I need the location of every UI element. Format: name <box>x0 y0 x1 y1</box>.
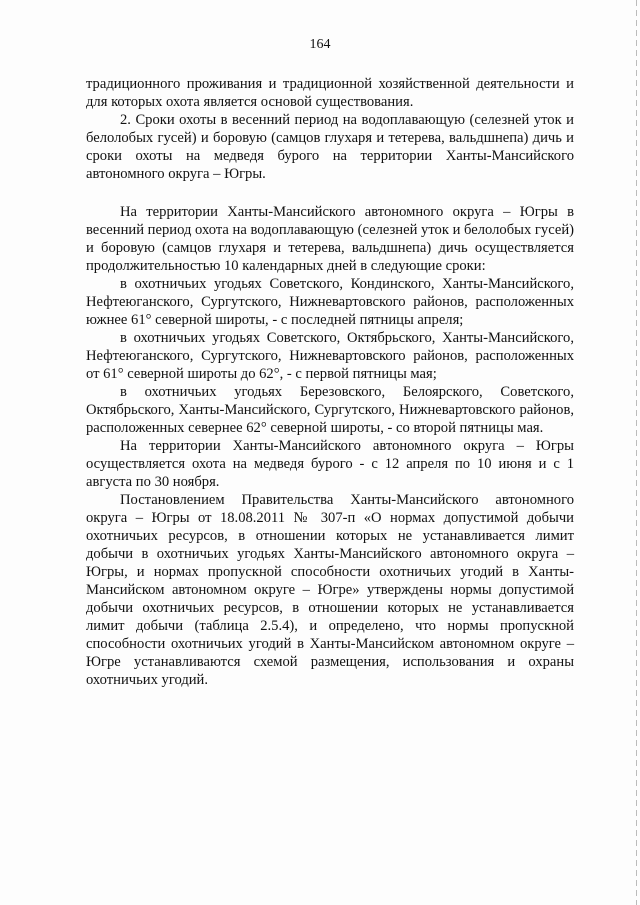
page-number: 164 <box>309 37 331 52</box>
paragraph-south-61: в охотничьих угодьях Советского, Кондинского, Ханты-Мансийского, Нефтеюганского, Сургутского, Нижневартовского районов, расположенных южнее 61° северной широты, - с последней пятницы апреля; <box>86 276 574 328</box>
paragraph-bear-hunting: На территории Ханты-Мансийского автономного округа – Югры осуществляется охота на медведя бурого - с 12 апреля по 10 июня и с 1 августа по 30 ноября. <box>86 438 574 490</box>
paragraph-spring-hunting: На территории Ханты-Мансийского автономного округа – Югры в весенний период охота на водоплавающую (селезней уток и белолобых гусей) и боровую (самцов глухаря и тетерева, вальдшнепа) дичь осуществляется продолжительностью 10 календарных дней в следующие сроки: <box>86 204 574 274</box>
paragraph-section-heading: 2. Сроки охоты в весенний период на водоплавающую (селезней уток и белолобых гусей) и боровую (самцов глухаря и тетерева, вальдшнепа) дичь и сроки охоты на медведя бурого на территории Ханты-Мансийского автономного округа – Югры. <box>86 112 574 182</box>
paragraph-gap <box>86 183 574 203</box>
paragraph-north-62: в охотничьих угодьях Березовского, Белоярского, Советского, Октябрьского, Ханты-Мансийского, Сургутского, Нижневартовского районов, расположенных севернее 62° северной широты, - со второй пятницы мая. <box>86 384 574 436</box>
document-body <box>86 75 574 689</box>
paragraph-continuation: традиционного проживания и традиционной хозяйственной деятельности и для которых охота является основой существования. <box>86 76 574 110</box>
page-edge-decoration <box>636 0 637 905</box>
paragraph-resolution: Постановлением Правительства Ханты-Мансийского автономного округа – Югры от 18.08.2011 № 307-п «О нормах допустимой добычи охотничьих ресурсов, в отношении которых не устанавливается лимит добычи в охотничьих угодьях Ханты-Мансийского автономного округа – Югры, и нормах пропускной способности охотничьих угодий в Ханты-Мансийском автономном округе – Югре» утверждены нормы допустимой добычи охотничьих ресурсов, в отношении которых не устанавливается лимит добычи (таблица 2.5.4), и определено, что нормы пропускной способности охотничьих угодий в Ханты-Мансийском автономном округе – Югре устанавливаются схемой размещения, использования и охраны охотничьих угодий. <box>86 492 574 688</box>
paragraph-61-62: в охотничьих угодьях Советского, Октябрьского, Ханты-Мансийского, Нефтеюганского, Сургутского, Нижневартовского районов, расположенных от 61° северной широты до 62°, - с первой пятницы мая; <box>86 330 574 382</box>
